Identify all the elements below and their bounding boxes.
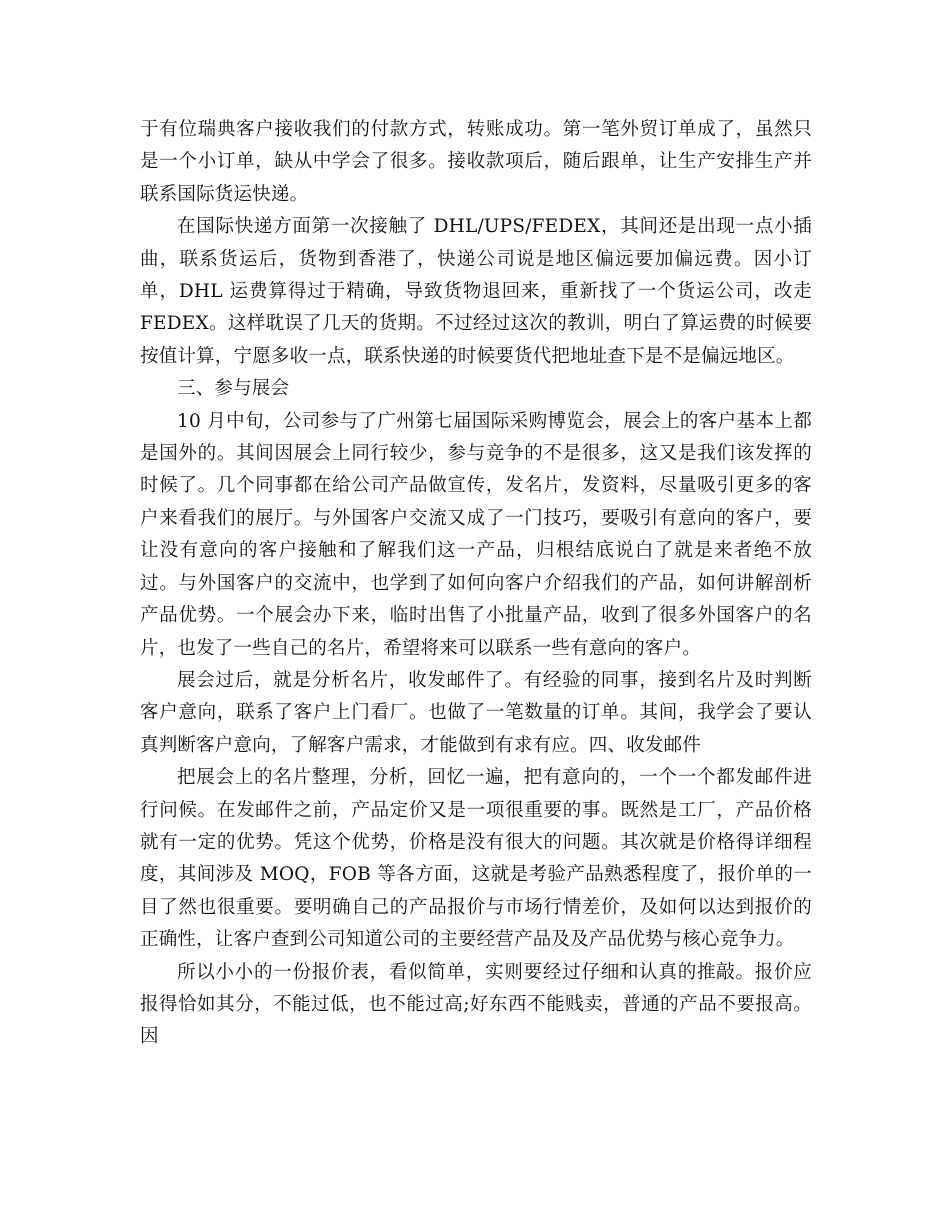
paragraph-1: 于有位瑞典客户接收我们的付款方式，转账成功。第一笔外贸订单成了，虽然只是一个小订单，缺从中学会了很多。接收款项后，随后跟单，让生产安排生产并联系国际货运快递。 [140,119,812,205]
paragraph-3: 10 月中旬，公司参与了广州第七届国际采购博览会，展会上的客户基本上都是国外的。其间因展会上同行较少，参与竞争的不是很多，这又是我们该发挥的时候了。几个同事都在给公司产品做宣传，发名片，发资料，尽量吸引更多的客户来看我们的展厅。与外国客户交流又成了一门技巧，要吸引有意向的客户，要让没有意向的客户接触和了解我们这一产品，归根结底说白了就是来者绝不放过。与外国客户的交流中，也学到了如何向客户介绍我们的产品，如何讲解剖析产品优势。一个展会办下来，临时出售了小批量产品，收到了很多外国客户的名片，也发了一些自己的名片，希望将来可以联系一些有意向的客户。 [140,410,812,659]
document-body [140,114,812,1054]
paragraph-4: 展会过后，就是分析名片，收发邮件了。有经验的同事，接到名片及时判断客户意向，联系了客户上门看厂。也做了一笔数量的订单。其间，我学会了要认真判断客户意向，了解客户需求，才能做到有求有应。四、收发邮件 [140,669,812,756]
paragraph-6: 所以小小的一份报价表，看似简单，实则要经过仔细和认真的推敲。报价应报得恰如其分，不能过低，也不能过高;好东西不能贱卖，普通的产品不要报高。因 [140,961,812,1048]
paragraph-2: 在国际快递方面第一次接触了 DHL/UPS/FEDEX，其间还是出现一点小插曲，联系货运后，货物到香港了，快递公司说是地区偏远要加偏远费。因小订单，DHL 运费算得过于精确，导致货物退回来，重新找了一个货运公司，改走 FEDEX。这样耽误了几天的货期。不过经过这次的教训，明白了算运费的时候要按值计算，宁愿多收一点，联系快递的时候要货代把地址查下是不是偏远地区。 [140,216,812,367]
section-heading-exhibition: 三、参与展会 [177,378,290,400]
paragraph-5: 把展会上的名片整理，分析，回忆一遍，把有意向的，一个一个都发邮件进行问候。在发邮件之前，产品定价又是一项很重要的事。既然是工厂，产品价格就有一定的优势。凭这个优势，价格是没有很大的问题。其次就是价格得详细程度，其间涉及 MOQ，FOB 等各方面，这就是考验产品熟悉程度了，报价单的一目了然也很重要。要明确自己的产品报价与市场行情差价，及如何以达到报价的正确性，让客户查到公司知道公司的主要经营产品及及产品优势与核心竞争力。 [140,767,812,951]
